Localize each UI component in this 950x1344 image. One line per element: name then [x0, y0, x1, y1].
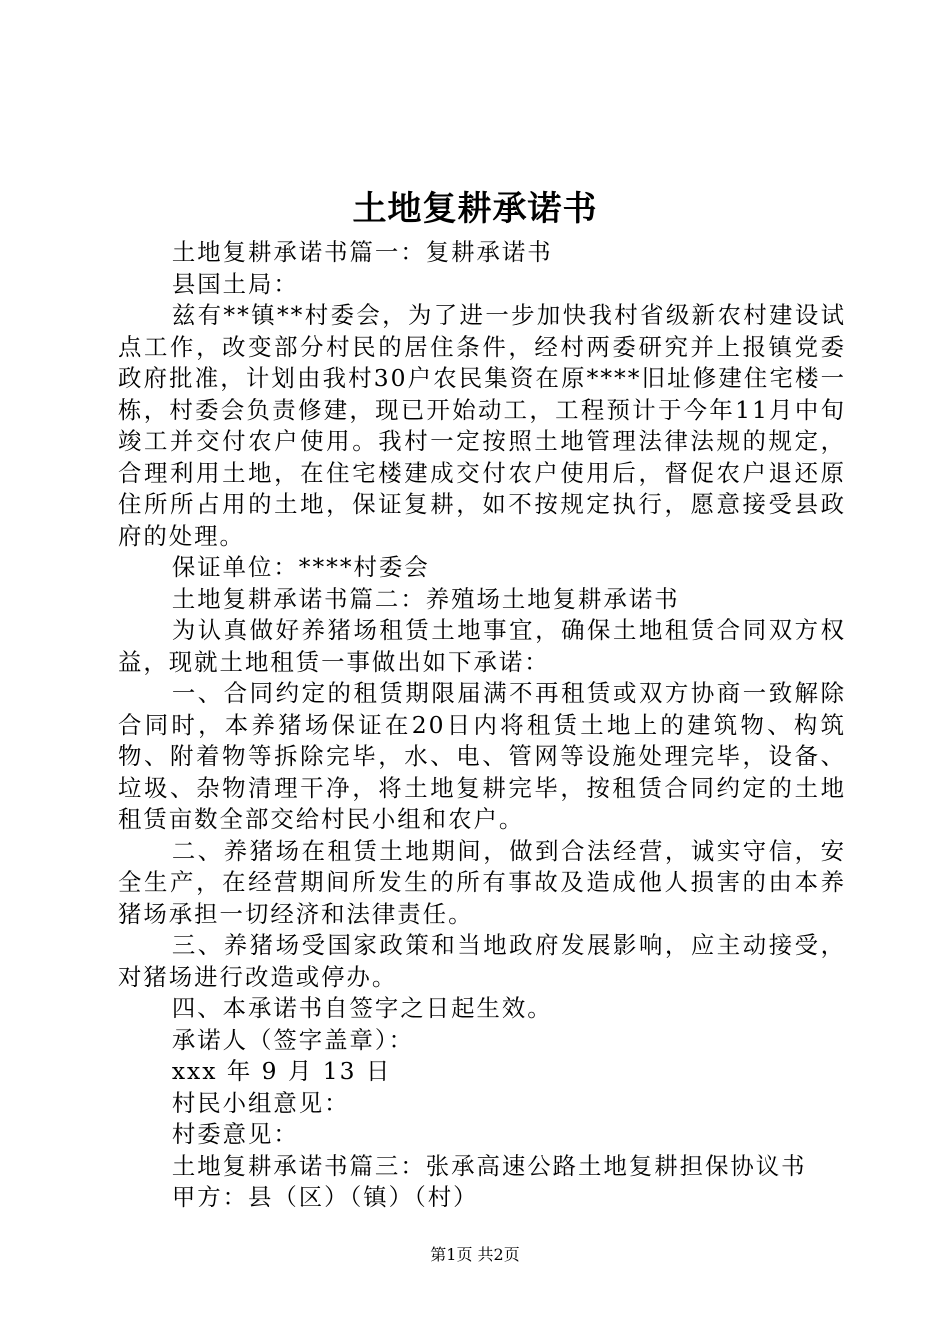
committee-opinion-line: 村委意见：: [171, 1120, 299, 1148]
paragraph: 为认真做好养猪场租赁土地事宜，确保土地租赁合同双方权益，现就土地租赁一事做出如下承诺：: [118, 616, 846, 676]
party-a-line: 甲方：县（区）（镇）（村）: [171, 1183, 479, 1211]
paragraph: 三、养猪场受国家政策和当地政府发展影响，应主动接受，对猪场进行改造或停办。: [118, 931, 846, 991]
paragraph: 二、养猪场在租赁土地期间，做到合法经营，诚实守信，安全生产，在经营期间所发生的所有事故及造成他人损害的由本养猪场承担一切经济和法律责任。: [118, 836, 846, 928]
section-heading: 土地复耕承诺书篇三：张承高速公路土地复耕担保协议书: [171, 1151, 807, 1180]
date-line: xxx 年 9 月 13 日: [171, 1057, 392, 1085]
paragraph: 四、本承诺书自签字之日起生效。: [171, 994, 553, 1022]
document-title: 土地复耕承诺书: [352, 189, 598, 229]
document-body: [118, 237, 846, 1214]
signature-line: 承诺人（签字盖章）：: [171, 1025, 415, 1054]
page-footer: 第1页 共2页: [430, 1245, 520, 1264]
section-heading: 土地复耕承诺书篇二：养殖场土地复耕承诺书: [171, 584, 680, 613]
section-heading: 土地复耕承诺书篇一：复耕承诺书: [171, 238, 553, 266]
guarantor-line: 保证单位：****村委会: [171, 553, 430, 581]
addressee: 县国土局：: [171, 269, 299, 298]
paragraph: 兹有**镇**村委会，为了进一步加快我村省级新农村建设试点工作，改变部分村民的居住条件，经村两委研究并上报镇党委政府批准，计划由我村30户农民集资在原****旧址修建住宅楼一栋，村委会负责修建，现已开始动工，工程预计于今年11月中旬竣工并交付农户使用。我村一定按照土地管理法律法规的规定，合理利用土地，在住宅楼建成交付农户使用后，督促农户退还原住所所占用的土地，保证复耕，如不按规定执行，愿意接受县政府的处理。: [118, 301, 846, 550]
paragraph: 一、合同约定的租赁期限届满不再租赁或双方协商一致解除合同时，本养猪场保证在20日内将租赁土地上的建筑物、构筑物、附着物等拆除完毕，水、电、管网等设施处理完毕，设备、垃圾、杂物清理干净，将土地复耕完毕，按租赁合同约定的土地租赁亩数全部交给村民小组和农户。: [118, 679, 846, 833]
group-opinion-line: 村民小组意见：: [171, 1088, 350, 1117]
